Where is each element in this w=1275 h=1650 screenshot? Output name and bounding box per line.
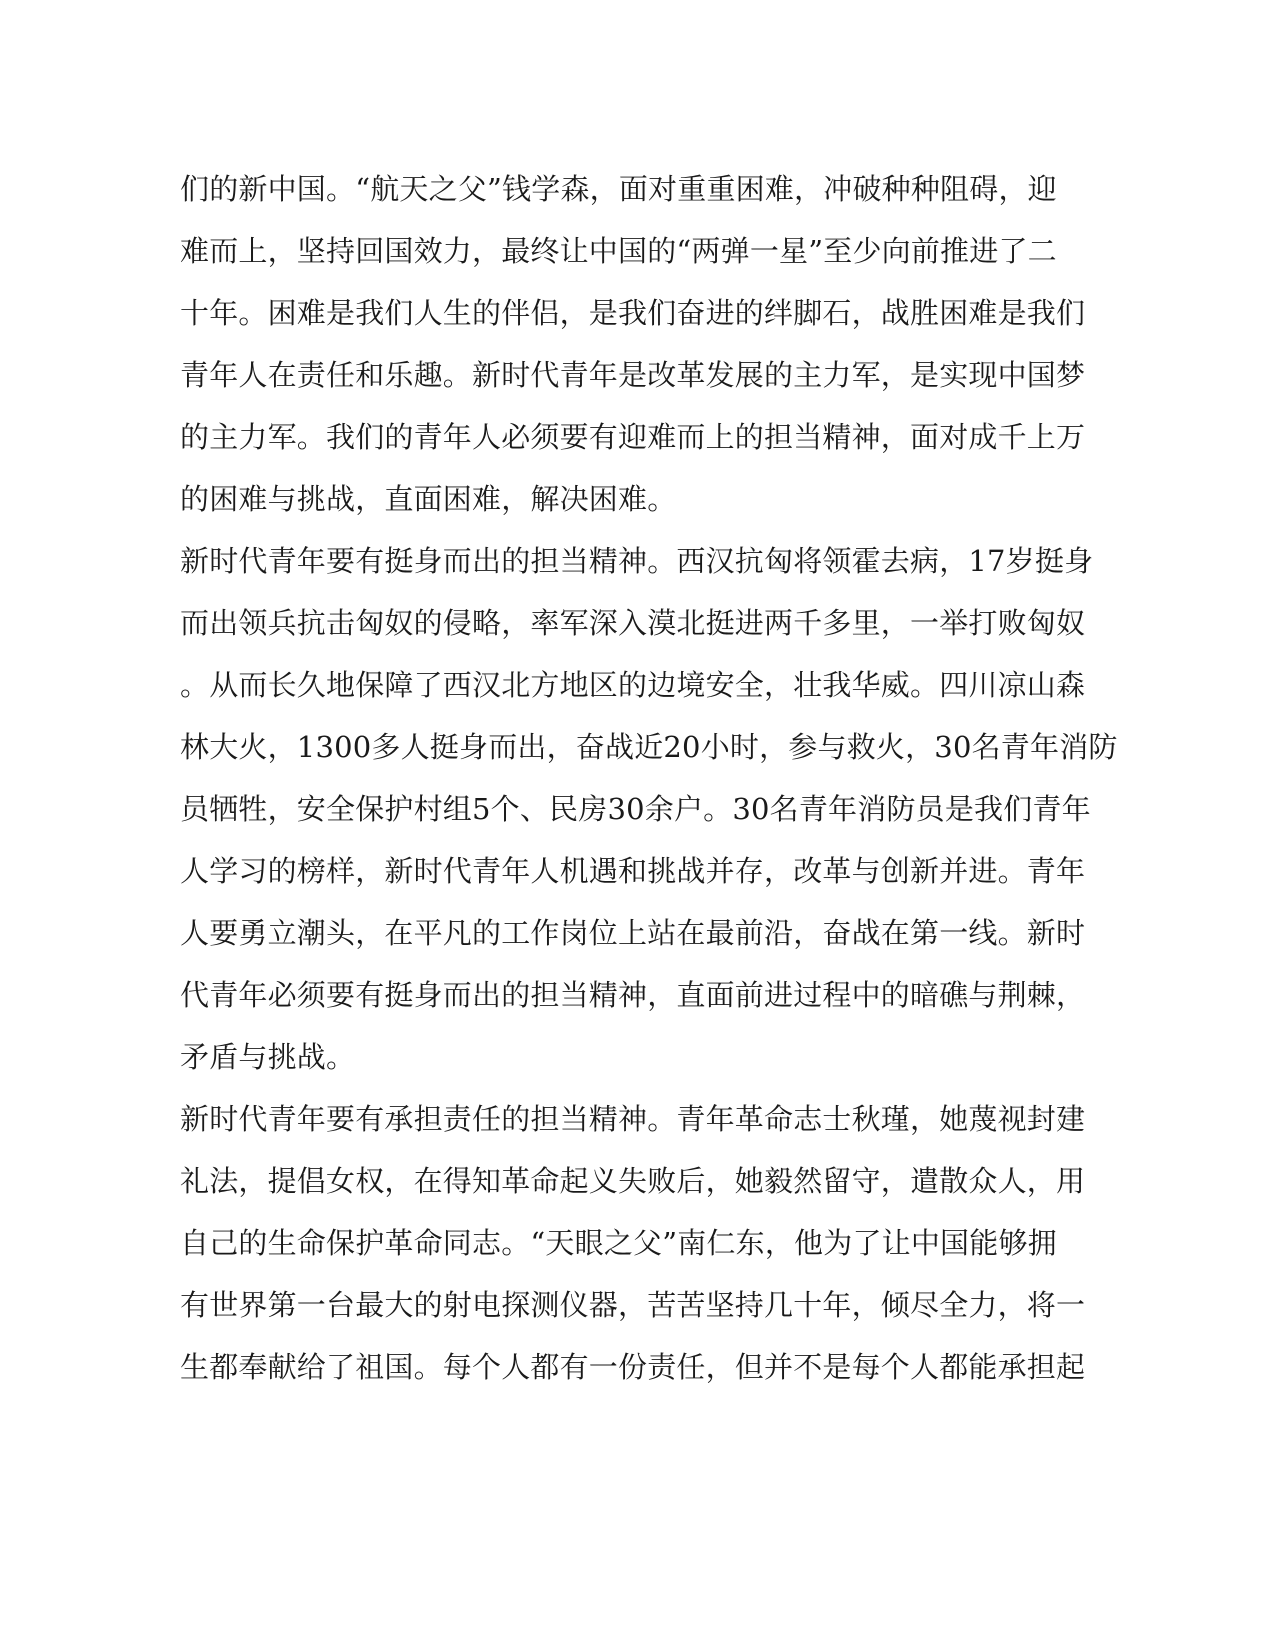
text-line: 的困难与挑战，直面困难，解决困难。 xyxy=(180,482,677,516)
text-line: 代青年必须要有挺身而出的担当精神，直面前进过程中的暗礁与荆棘， xyxy=(180,978,1086,1012)
text-line: 们的新中国。“航天之父”钱学森，面对重重困难，冲破种种阻碍，迎 xyxy=(180,172,1057,206)
text-line: 新时代青年要有挺身而出的担当精神。西汉抗匈将领霍去病，17岁挺身 xyxy=(180,544,1094,578)
text-line: 难而上，坚持回国效力，最终让中国的“两弹一星”至少向前推进了二 xyxy=(180,234,1057,268)
text-line: 人要勇立潮头，在平凡的工作岗位上站在最前沿，奋战在第一线。新时 xyxy=(180,916,1086,950)
text-line: 林大火，1300多人挺身而出，奋战近20小时，参与救火，30名青年消防 xyxy=(180,730,1118,764)
text-line: 。从而长久地保障了西汉北方地区的边境安全，壮我华威。四川凉山森 xyxy=(180,668,1086,702)
body-text xyxy=(180,158,1118,1398)
text-line: 矛盾与挑战。 xyxy=(180,1040,356,1074)
text-line: 而出领兵抗击匈奴的侵略，率军深入漠北挺进两千多里，一举打败匈奴 xyxy=(180,606,1086,640)
text-line: 自己的生命保护革命同志。“天眼之父”南仁东，他为了让中国能够拥 xyxy=(180,1226,1057,1260)
text-line: 新时代青年要有承担责任的担当精神。青年革命志士秋瑾，她蔑视封建 xyxy=(180,1102,1086,1136)
text-line: 生都奉献给了祖国。每个人都有一份责任，但并不是每个人都能承担起 xyxy=(180,1350,1086,1384)
text-line: 青年人在责任和乐趣。新时代青年是改革发展的主力军，是实现中国梦 xyxy=(180,358,1086,392)
text-line: 十年。困难是我们人生的伴侣，是我们奋进的绊脚石，战胜困难是我们 xyxy=(180,296,1086,330)
text-line: 的主力军。我们的青年人必须要有迎难而上的担当精神，面对成千上万 xyxy=(180,420,1086,454)
text-line: 礼法，提倡女权，在得知革命起义失败后，她毅然留守，遣散众人，用 xyxy=(180,1164,1086,1198)
text-line: 有世界第一台最大的射电探测仪器，苦苦坚持几十年，倾尽全力，将一 xyxy=(180,1288,1086,1322)
text-line: 人学习的榜样，新时代青年人机遇和挑战并存，改革与创新并进。青年 xyxy=(180,854,1086,888)
text-line: 员牺牲，安全保护村组5个、民房30余户。30名青年消防员是我们青年 xyxy=(180,792,1091,826)
